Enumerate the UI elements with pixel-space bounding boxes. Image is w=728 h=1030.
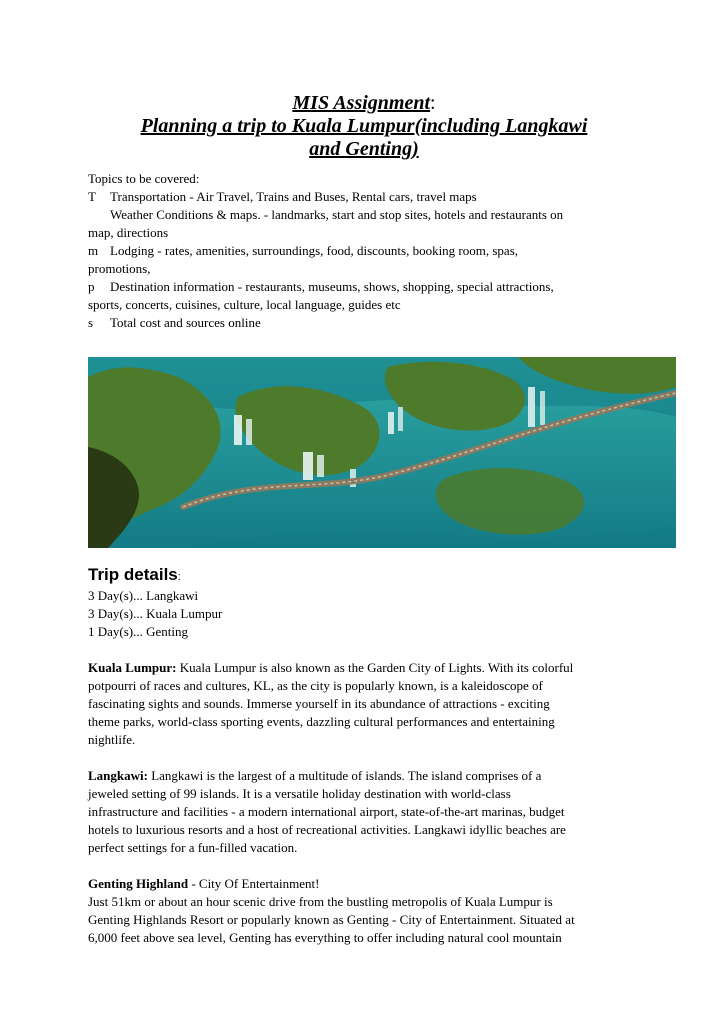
topic-item [88,224,648,242]
topic-bullet: p [88,279,95,294]
topic-bullet: m [88,243,99,258]
topic-item [88,242,648,260]
kuala-lumpur-label: Kuala Lumpur: [88,660,177,675]
trip-details-section [88,565,658,947]
waterfall-photo [88,357,676,548]
waterfall-photo-image [88,357,676,548]
topic-text: Weather Conditions & maps. - landmarks, start and stop sites, hotels and restaurants on [110,207,564,222]
title-colon: : [430,92,436,114]
topic-text: sports, concerts, cuisines, culture, local language, guides etc [88,297,401,312]
topic-text: map, directions [88,225,169,240]
topics-section [88,170,648,332]
topic-bullet: T [88,189,96,204]
topics-heading: Topics to be covered: [88,171,200,186]
trip-day-langkawi: 3 Day(s)... Langkawi [88,588,199,603]
topic-item [88,296,648,314]
title-line-2: Planning a trip to Kuala Lumpur(including Langkawi [140,115,588,137]
trip-details-heading: Trip details: [88,565,181,584]
topic-item [88,314,648,332]
genting-label: Genting Highland [88,876,189,891]
document-title [88,92,640,161]
kuala-lumpur-paragraph: Kuala Lumpur: Kuala Lumpur is also known as the Garden City of Lights. With its colorful potpourri of races and cultures, KL, as the city is popularly known, is a kaleidoscope of fascinating sights and sounds. Immerse yourself in its abundance of attractions - exciting theme parks, world-class sporting events, dazzling cultural performances and entertaining nightlife. [88,660,574,747]
trip-day-kuala-lumpur: 3 Day(s)... Kuala Lumpur [88,606,223,621]
title-assignment: MIS Assignment [292,92,431,114]
title-line-3: and Genting) [309,138,419,160]
topic-bullet: s [88,315,94,330]
topics-list [88,188,648,332]
title-line-1 [88,92,640,115]
topic-item [88,278,648,296]
topic-text: promotions, [88,261,151,276]
topic-item [88,260,648,278]
topic-text: Transportation - Air Travel, Trains and Buses, Rental cars, travel maps [110,189,477,204]
topic-item [88,206,648,224]
genting-paragraph: Genting Highland - City Of Entertainment! Just 51km or about an hour scenic drive from the bustling metropolis of Kuala Lumpur is Genting Highlands Resort or popularly known as Genting - City of Entertainment. Situated at 6,000 feet above sea level, Genting has everything to offer including natural cool mountain [88,876,575,945]
trip-day-genting: 1 Day(s)... Genting [88,624,189,639]
trip-days [88,587,658,641]
langkawi-paragraph: Langkawi: Langkawi is the largest of a multitude of islands. The island comprises of a jeweled setting of 99 islands. It is a versatile holiday destination with world-class infrastructure and facilities - a modern international airport, state-of-the-art marinas, budget hotels to luxurious resorts and a host of recreational activities. Langkawi idyllic beaches are perfect settings for a fun-filled vacation. [88,768,566,855]
langkawi-label: Langkawi: [88,768,148,783]
topic-text: Total cost and sources online [110,315,261,330]
topic-text: Destination information - restaurants, museums, shows, shopping, special attractions, [110,279,554,294]
topic-item [88,188,648,206]
topic-text: Lodging - rates, amenities, surroundings, food, discounts, booking room, spas, [110,243,519,258]
